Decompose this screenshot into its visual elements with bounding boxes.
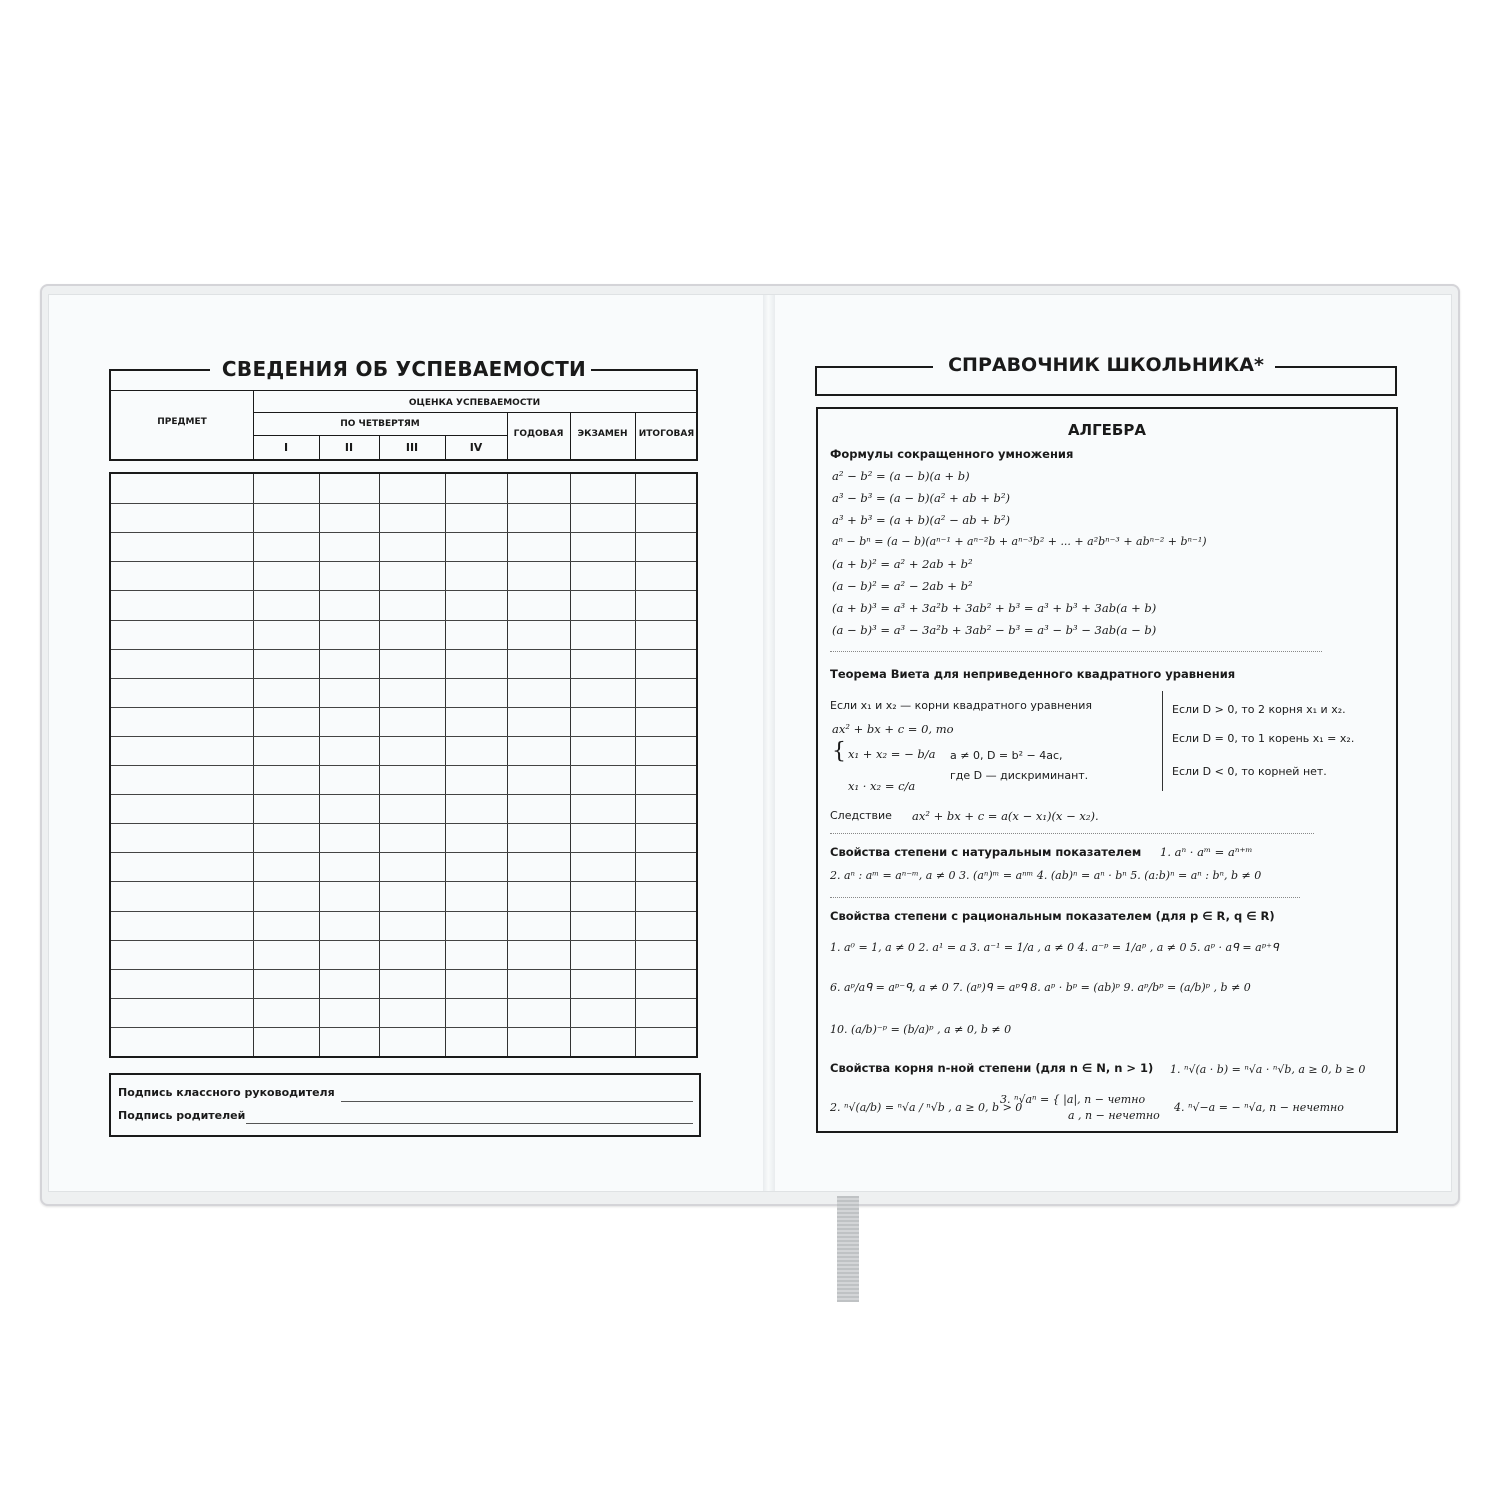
quarter-4: IV [469,441,483,454]
vieta-case: Если D > 0, то 2 корня x₁ и x₂. [1172,703,1346,716]
system-brace: { [832,739,846,764]
grid-row-line [111,823,696,824]
vieta-case: Если D = 0, то 1 корень x₁ = x₂. [1172,732,1355,745]
vieta-sum: x₁ + x₂ = − b/a [848,747,936,761]
algebra-reference-box [816,407,1398,1133]
quarter-2: II [344,441,354,454]
grid-row-line [111,852,696,853]
formula-line: a³ + b³ = (a + b)(a² − ab + b²) [832,513,1010,527]
root-prop-3-case: a , n − нечетно [1068,1109,1160,1122]
vieta-case: Если D < 0, то корней нет. [1172,765,1327,778]
formula-line: a² − b² = (a − b)(a + b) [832,469,970,483]
left-page-title: СВЕДЕНИЯ ОБ УСПЕВАЕМОСТИ [221,357,587,381]
natural-powers-heading: Свойства степени с натуральным показателем [830,845,1142,859]
header-rule [111,390,696,391]
rational-power-props: 6. aᵖ/aᑫ = aᵖ⁻ᑫ, a ≠ 0 7. (aᵖ)ᑫ = aᵖᑫ 8. aᵖ · bᵖ = (ab)ᵖ 9. aᵖ/bᵖ = (a/b)ᵖ , b ≠ 0 [830,981,1251,994]
right-page-title: СПРАВОЧНИК ШКОЛЬНИКА* [948,354,1264,376]
grid-row-line [111,620,696,621]
section-title: АЛГЕБРА [1068,421,1146,439]
grid-row-line [111,532,696,533]
abbrev-heading: Формулы сокращенного умножения [830,447,1074,461]
header-rule [253,435,507,436]
vieta-if-line: Если x₁ и x₂ — корни квадратного уравнения [830,699,1093,712]
quarters-header: ПО ЧЕТВЕРТЯМ [340,419,420,429]
formula-line: (a − b)² = a² − 2ab + b² [832,579,973,593]
rational-powers-heading: Свойства степени с рациональным показателем (для p ∈ R, q ∈ R) [830,909,1275,923]
grid-row-line [111,649,696,650]
grid-row-line [111,561,696,562]
grid-row-line [111,678,696,679]
grid-row-line [111,969,696,970]
grades-table-body [109,472,698,1058]
grades-table-header [109,369,698,461]
signatures-box [109,1073,701,1137]
exam-header: ЭКЗАМЕН [577,429,628,439]
natural-power-prop-1: 1. aⁿ · aᵐ = aⁿ⁺ᵐ [1160,845,1253,859]
vieta-equation: ax² + bx + c = 0, то [832,722,954,736]
formula-line: (a + b)³ = a³ + 3a²b + 3ab² + b³ = a³ + b³ + 3ab(a + b) [832,601,1157,615]
grid-row-line [111,1027,696,1028]
root-prop-3: 3. ⁿ√aⁿ = { |a|, n − четно [1000,1093,1146,1106]
formula-line: (a + b)² = a² + 2ab + b² [832,557,973,571]
grid-row-line [111,998,696,999]
grid-row-line [111,707,696,708]
dotted-separator [830,651,1322,652]
quarter-3: III [405,441,419,454]
quarter-1: I [283,441,289,454]
grid-row-line [111,736,696,737]
gutter [763,295,775,1191]
grid-row-line [111,940,696,941]
corollary-label: Следствие [830,809,892,822]
root-prop-1: 1. ⁿ√(a · b) = ⁿ√a · ⁿ√b, a ≥ 0, b ≥ 0 [1170,1063,1366,1076]
vieta-condition: a ≠ 0, D = b² − 4ac, [950,749,1063,762]
dotted-separator [830,833,1314,834]
teacher-signature-line [341,1101,693,1102]
bookmark-ribbon [837,1196,859,1302]
grid-row-line [111,765,696,766]
parents-signature-label: Подпись родителей [118,1109,246,1122]
parents-signature-line [246,1123,693,1124]
roots-heading: Свойства корня n-ной степени (для n ∈ N, n > 1) [830,1061,1154,1075]
vieta-divider [1162,691,1163,791]
formula-line: a³ − b³ = (a − b)(a² + ab + b²) [832,491,1010,505]
subject-header: ПРЕДМЕТ [157,417,207,427]
teacher-signature-label: Подпись классного руководителя [118,1086,335,1099]
right-page-title-block [815,346,1397,396]
vieta-heading: Теорема Виета для неприведенного квадратного уравнения [830,667,1236,681]
vieta-product: x₁ · x₂ = c/a [848,779,916,793]
formula-line: (a − b)³ = a³ − 3a²b + 3ab² − b³ = a³ − b³ − 3ab(a − b) [832,623,1157,637]
formula-line: aⁿ − bⁿ = (a − b)(aⁿ⁻¹ + aⁿ⁻²b + aⁿ⁻³b² + ... + a²bⁿ⁻³ + abⁿ⁻² + bⁿ⁻¹) [832,535,1207,548]
root-prop-2: 2. ⁿ√(a/b) = ⁿ√a / ⁿ√b , a ≥ 0, b > 0 [830,1101,1023,1114]
grid-row-line [111,503,696,504]
header-rule [253,412,696,413]
grid-row-line [111,881,696,882]
vieta-discriminant-note: где D — дискриминант. [950,769,1089,782]
assessment-header: ОЦЕНКА УСПЕВАЕМОСТИ [408,398,541,408]
rational-power-props: 1. a⁰ = 1, a ≠ 0 2. a¹ = a 3. a⁻¹ = 1/a , a ≠ 0 4. a⁻ᵖ = 1/aᵖ , a ≠ 0 5. aᵖ · aᑫ = aᵖ⁺ᑫ [830,941,1279,954]
rational-power-props: 10. (a/b)⁻ᵖ = (b/a)ᵖ , a ≠ 0, b ≠ 0 [830,1023,1012,1036]
grid-row-line [111,794,696,795]
annual-header: ГОДОВАЯ [513,429,564,439]
root-prop-4: 4. ⁿ√−a = − ⁿ√a, n − нечетно [1174,1101,1344,1114]
grid-row-line [111,911,696,912]
corollary-formula: ax² + bx + c = a(x − x₁)(x − x₂). [912,809,1099,823]
natural-power-props: 2. aⁿ : aᵐ = aⁿ⁻ᵐ, a ≠ 0 3. (aⁿ)ᵐ = aⁿᵐ 4. (ab)ⁿ = aⁿ · bⁿ 5. (a:b)ⁿ = aⁿ : bⁿ, b ≠ 0 [830,869,1262,882]
grid-row-line [111,590,696,591]
dotted-separator [830,897,1300,898]
final-header: ИТОГОВАЯ [638,429,695,439]
